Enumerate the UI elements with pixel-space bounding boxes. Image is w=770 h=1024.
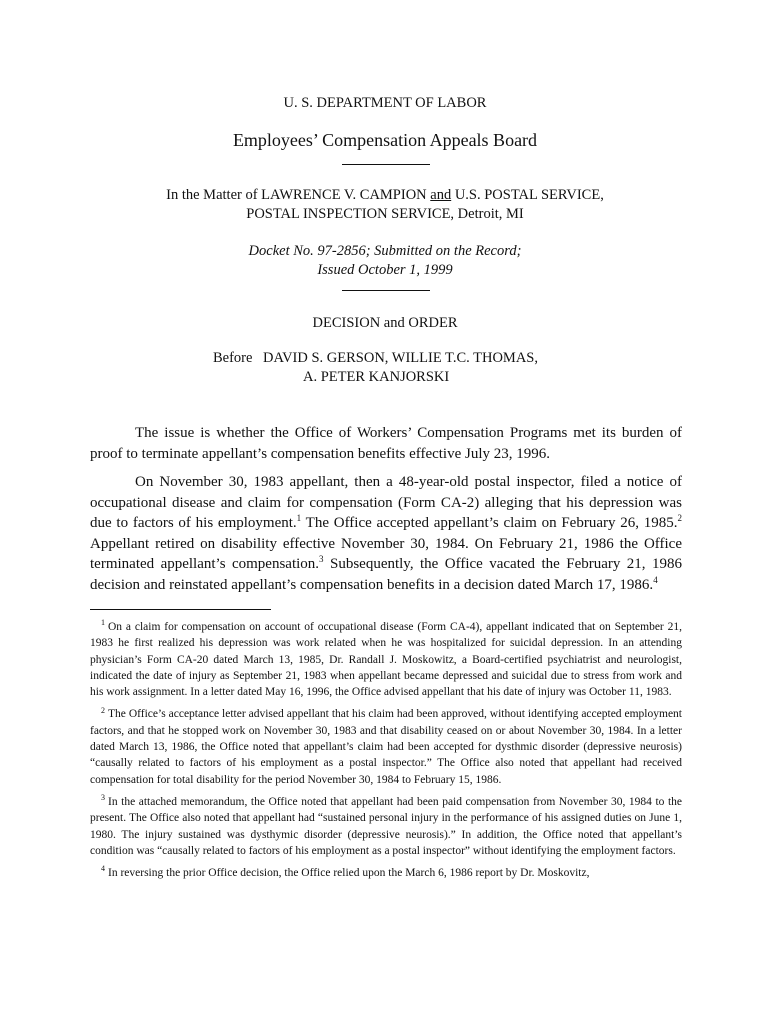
footnote-text: In the attached memorandum, the Office noted that appellant had been paid compensation from November 30, 1984 to the present. The Office also noted that appellant had “sustained personal injury in the performance of his assigned duties on June 1, 1980. The injury sustained was dysthymic disorder (depressive neurosis).” In addition, the Office noted that appellant’s condition was “causally related to factors of his employment as a postal inspector” without identifying the employment factors. (90, 795, 682, 857)
footnote-ref-3[interactable]: 3 (319, 554, 324, 564)
board-title: Employees’ Compensation Appeals Board (232, 130, 538, 150)
facts-text-b: The Office accepted appellant’s claim on February 26, 1985. (301, 515, 678, 531)
issue-paragraph (90, 423, 682, 464)
panel-names-2: A. PETER KANJORSKI (303, 369, 450, 385)
department-heading: U. S. DEPARTMENT OF LABOR (283, 95, 487, 111)
before-label: Before (213, 350, 253, 366)
caption-prefix: In the Matter of (166, 187, 262, 203)
footnote-4 (90, 865, 682, 881)
caption-line-1 (90, 186, 680, 205)
panel-line-1 (213, 349, 613, 368)
footnote-1 (90, 619, 682, 700)
footnotes-section (90, 619, 682, 887)
agency-name: U.S. POSTAL SERVICE, (451, 187, 604, 203)
footnote-ref-4[interactable]: 4 (653, 574, 658, 585)
footnote-3 (90, 794, 682, 859)
footnote-mark: 4 (101, 864, 105, 874)
facts-text (90, 472, 682, 595)
footnote-mark: 3 (101, 793, 105, 803)
docket-divider (342, 290, 430, 291)
panel-members (213, 349, 613, 387)
facts-text-d: Subsequently, the Office vacated the February 21, 1986 decision and reinstated appellant’s compensation benefits in a decision dated March 17, 1986. (90, 556, 682, 593)
docket-number: Docket No. 97-2856; Submitted on the Record; (248, 243, 522, 259)
appellant-name: LAWRENCE V. CAMPION (261, 187, 427, 203)
footnote-ref-2[interactable]: 2 (677, 513, 682, 523)
footnote-mark: 1 (101, 618, 105, 628)
facts-text-c: Appellant retired on disability effective November 30, 1984. On February 21, 1986 the Office terminated appellant’s compensation. (90, 535, 682, 572)
panel-names-1: DAVID S. GERSON, WILLIE T.C. THOMAS, (263, 350, 538, 366)
footnote-mark: 2 (101, 705, 105, 715)
caption-conjunction: and (430, 187, 452, 203)
footnote-text: On a claim for compensation on account of occupational disease (Form CA-4), appellant indicated that on September 21, 1983 he first realized his depression was work related when he was hospitalized for suicidal depression. In an attending physician’s Form CA-20 dated March 13, 1985, Dr. Randall J. Moskowitz, a Board-certified psychiatrist and neurologist, indicated the date of injury as September 21, 1983 when appellant became depressed and suicidal due to stress from work and his work assignment. In a letter dated May 16, 1996, the Office advised appellant that his date of injury was October 11, 1983. (90, 621, 682, 699)
footnote-2 (90, 706, 682, 787)
issue-text: The issue is whether the Office of Workers’ Compensation Programs met its burden of proof to terminate appellant’s compensation benefits effective July 23, 1996. (90, 425, 682, 462)
facts-text-a: On November 30, 1983 appellant, then a 48-year-old postal inspector, filed a notice of occupational disease and claim for compensation (Form CA-2) alleging that his depression was due to factors of his employment. (90, 474, 682, 531)
docket-info (90, 242, 680, 280)
footnote-separator (90, 609, 271, 610)
footnote-ref-1[interactable]: 1 (296, 513, 302, 523)
title-divider (342, 164, 430, 165)
facts-paragraph (90, 472, 682, 595)
decision-title: DECISION and ORDER (312, 315, 458, 331)
case-caption (90, 186, 680, 224)
footnote-text: The Office’s acceptance letter advised appellant that his claim had been approved, without identifying accepted employment factors, and that he stopped work on November 30, 1983 and that disability ceased on or about November 30, 1984. In a letter dated March 13, 1986, the Office noted that appellant’s claim had been accepted for dysthmic disorder (depressive neurosis) “causally related to factors of his employment as a postal inspector.” The Office also noted that appellant had received compensation for total disability for the period November 30, 1984 to February 15, 1986. (90, 708, 682, 786)
footnote-text: In reversing the prior Office decision, the Office relied upon the March 6, 1986 report by Dr. Moskovitz, (108, 867, 590, 880)
issue-date: Issued October 1, 1999 (317, 262, 453, 278)
caption-line-2: POSTAL INSPECTION SERVICE, Detroit, MI (246, 206, 524, 222)
